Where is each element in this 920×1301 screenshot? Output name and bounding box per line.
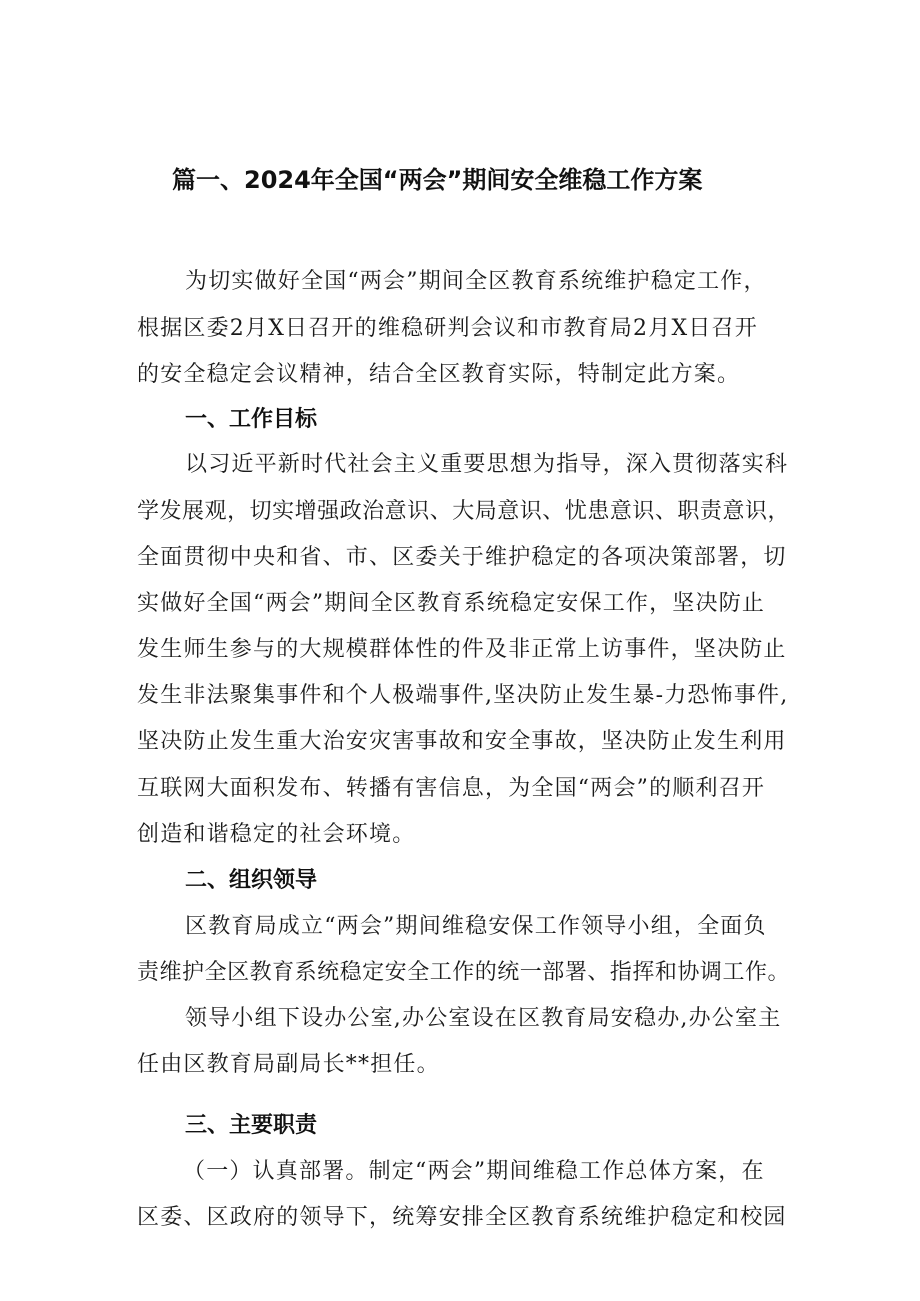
goals-line-7: 坚决防止发生重大治安灾害事故和安全事故，坚决防止发生利用 — [137, 729, 787, 754]
goals-line-2: 学发展观，切实增强政治意识、大局意识、忧患意识、职责意识， — [137, 499, 790, 524]
section-heading-duties: 三、主要职责 — [185, 1113, 318, 1138]
section-heading-leadership: 二、组织领导 — [185, 868, 318, 893]
duties-line-2: 区委、区政府的领导下，统筹安排全区教育系统维护稳定和校园 — [137, 1205, 787, 1230]
leadership-line-4: 任由区教育局副局长**担任。 — [137, 1052, 440, 1077]
goals-line-1: 以习近平新时代社会主义重要思想为指导，深入贯彻落实科 — [185, 452, 789, 477]
duties-line-1: （一）认真部署。制定“两会”期间维稳工作总体方案，在 — [183, 1159, 765, 1184]
intro-line-1: 为切实做好全国“两会”期间全区教育系统维护稳定工作， — [185, 269, 767, 294]
leadership-line-3: 领导小组下设办公室,办公室设在区教育局安稳办,办公室主 — [185, 1006, 782, 1031]
goals-line-9: 创造和谐稳定的社会环境。 — [137, 822, 416, 847]
leadership-line-1: 区教育局成立“两会”期间维稳安保工作领导小组，全面负 — [185, 914, 767, 939]
section-heading-goals: 一、工作目标 — [185, 407, 318, 432]
leadership-line-2: 责维护全区教育系统稳定安全工作的统一部署、指挥和协调工作。 — [137, 960, 790, 985]
goals-line-6: 发生非法聚集事件和个人极端事件,坚决防止发生暴-力恐怖事件, — [137, 683, 789, 708]
document-title: 篇一、2024年全国“两会”期间安全维稳工作方案 — [172, 166, 703, 194]
goals-line-3: 全面贯彻中央和省、市、区委关于维护稳定的各项决策部署，切 — [137, 545, 787, 570]
goals-line-8: 互联网大面积发布、转播有害信息，为全国“两会”的顺利召开 — [137, 776, 766, 801]
goals-line-5: 发生师生参与的大规模群体性的件及非正常上访事件，坚决防止 — [137, 637, 787, 662]
intro-line-2: 根据区委2月X日召开的维稳研判会议和市教育局2月X日召开 — [137, 316, 758, 341]
goals-line-4: 实做好全国“两会”期间全区教育系统稳定安保工作，坚决防止 — [137, 591, 766, 616]
intro-line-3: 的安全稳定会议精神，结合全区教育实际，特制定此方案。 — [137, 362, 741, 387]
